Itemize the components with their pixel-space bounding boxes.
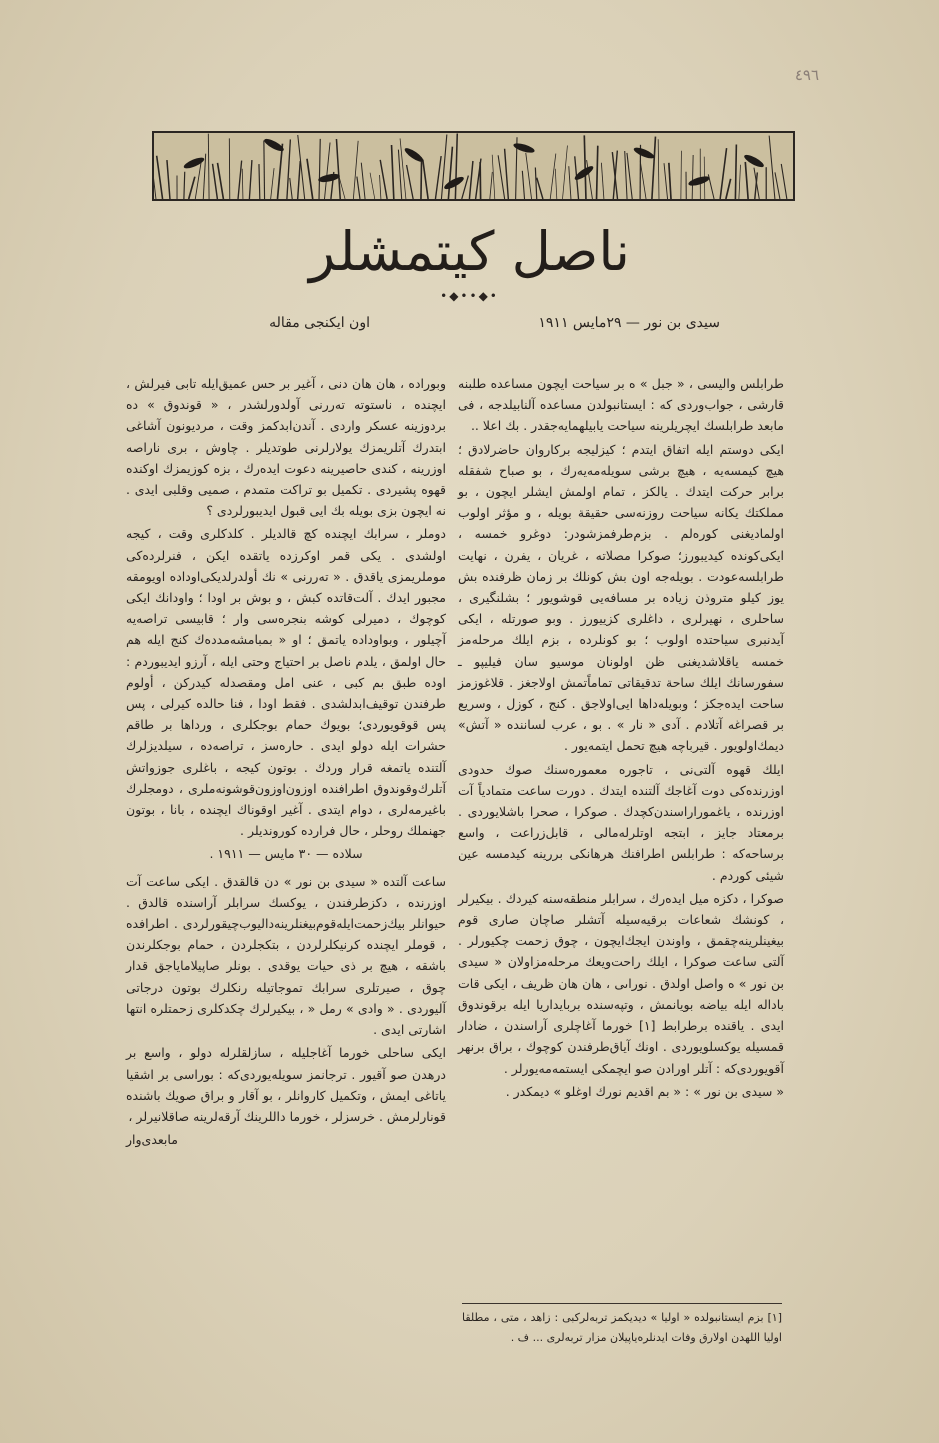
- reed-stroke: [664, 163, 668, 199]
- reed-stroke: [745, 162, 748, 199]
- reed-stroke: [505, 149, 509, 199]
- reed-stroke: [423, 160, 428, 199]
- reed-stroke: [490, 172, 492, 199]
- reed-stroke: [563, 145, 568, 199]
- reed-stroke: [526, 153, 532, 199]
- reed-stroke: [550, 154, 556, 199]
- reed-stroke: [726, 179, 731, 199]
- reed-stroke: [361, 163, 365, 199]
- reed-stroke: [380, 160, 387, 199]
- reed-stroke: [189, 177, 195, 199]
- reed-stroke: [448, 147, 452, 199]
- reed-stroke: [522, 171, 524, 199]
- reed-stroke: [720, 148, 726, 199]
- reed-stroke: [669, 163, 671, 199]
- reed-stroke: [537, 178, 543, 199]
- reed-stroke: [380, 175, 381, 199]
- reed-stroke: [167, 160, 170, 199]
- reed-stroke: [735, 144, 736, 199]
- reed-stroke: [469, 161, 473, 199]
- reed-stroke: [739, 165, 741, 199]
- left-column: [126, 373, 446, 1152]
- paragraph: « سيدى بن نور » : « بم اقديم نورك اوغلو » ديمكدر .: [505, 1083, 784, 1099]
- dateline: سلاده — ٣٠ مايس — ١٩١١ .: [209, 846, 363, 862]
- footnote-divider: [462, 1303, 782, 1304]
- reed-stroke: [370, 173, 375, 199]
- reed-stroke: [307, 159, 313, 199]
- paragraph: ساعت آلتده « سيدى بن نور » دن قالقدق . ايكى ساعت آت اوزرنده ، دكزطرفندن ، يوكسك سرابلر آراسنده قالدق . حيوانلر بيك‌زحمت‌ايله‌قوم‌بيغنلرينه‌داليوب‌چيقورلردى . اطرافده ، قوملر ايچنده كرنيكلرلردن ، بتكجلردن ، حمام بوجكلرندن باشقه ، هيچ بر ذى حيات يوقدى . بونلر صاپيلاماياجق قدار چوق ، صيرتلرى سرابك تموجاتيله رنكلرك بوتون درجاتى آليوردى . « وادى » رمل « ، بيكيرلرك چكدكلرى زحمتلره انتها اشارتى ايدى .: [126, 873, 446, 1038]
- reed-stroke: [271, 168, 274, 199]
- reed-stroke: [259, 164, 260, 199]
- title-ornament: •◆••◆•: [440, 289, 499, 303]
- reed-stroke: [781, 164, 787, 199]
- reed-stroke: [640, 161, 646, 199]
- bird-figure: [318, 172, 341, 183]
- paragraph: ايلك قهوه آلتى‌نى ، تاجوره معموره‌سنك صوك حدودى اوزرنده‌كى دوت آغاجك آلتنده ايتدك . دورت ساعت متمادياً آت اوزرنده ، ياغموراراسندن‌كچدك . صوكرا ، صحرا باشلايوردى . برمعتاد جايز ، ابتجه اوتلرله‌مالى ، قابل‌زراعت ، واسع برساحه‌كه : طرابلس اطرافنك هرهانكى بررينه كيدمسه عين شيئى كوردم .: [458, 761, 784, 883]
- reed-stroke: [601, 163, 604, 199]
- reed-stroke: [353, 141, 358, 199]
- reed-stroke: [184, 172, 185, 199]
- paragraph: وبوراده ، هان هان دنى ، آغير بر حس عميق‌ايله تابى فيرلش ، ايچنده ، ناستوته ته‌ررنى آولدو‌رلشدر ، « قوندوق » ده بردو‌زينه عسكر واردى . آندن‌ابدكمز وقت ، مرديونون آشاغى ابتدرك آتلريمزك يولارلرنى طوتديلر . چاوش ، برى ناراصه اوزرينه ، كندى حاصيرينه دعوت ايده‌رك ، بزه كوزيمزك اوكنده قهوه پشيردى . تكميل بو تراكت متمدم ، صميى وقلبى ايدى . نه ايچون بزى بويله بك ايى قبول ايديبورلردى ؟: [126, 376, 446, 519]
- reed-stroke: [249, 160, 252, 199]
- header-illustration: [152, 131, 795, 201]
- reed-stroke: [441, 135, 446, 199]
- reed-stroke: [398, 150, 401, 199]
- footnote: [١] بزم ايستانبولده « اوليا » ديديكمز تربه‌لركبى : زاهد ، متى ، مطلقا اوليا اللهدن اولارق وفات ايدنلره‌ياپيلان مزار تربه‌لرى ... ف .: [462, 1311, 782, 1344]
- reed-stroke: [692, 155, 693, 199]
- reed-stroke: [535, 167, 536, 199]
- reed-stroke: [154, 153, 156, 199]
- reed-stroke: [769, 136, 775, 199]
- bird-figure: [183, 155, 206, 170]
- reed-stroke: [336, 139, 340, 199]
- bird-figure: [633, 145, 656, 160]
- reed-stroke: [208, 134, 209, 199]
- continued-note: مابعدى‌وار: [126, 1132, 178, 1148]
- reed-stroke: [242, 169, 243, 199]
- reed-stroke: [627, 153, 632, 199]
- reed-stroke: [264, 140, 265, 199]
- reed-stroke: [455, 133, 457, 199]
- bird-figure: [512, 141, 535, 154]
- byline: سيدى بن نور — ٢٩مايس ١٩١١: [538, 315, 720, 331]
- reed-stroke: [555, 169, 557, 199]
- article-title: ناصل كيتمشلر: [309, 220, 630, 283]
- reed-stroke: [319, 139, 320, 199]
- reed-stroke: [407, 165, 414, 199]
- paragraph: طرابلس واليسى ، « جبل » ه بر سياحت ايچون مساعده طلبنه قارشى ، جواب‌وردى كه : ايستانبولدن مساعده آلنابيلدجه ، فى مابعد طرابلسك ايچريلرينه سياحت يابيلهمايه‌جقدر . بك اعلا ..: [458, 376, 784, 434]
- reed-stroke: [569, 166, 571, 199]
- article-number: اون ايكنجى مقاله: [269, 315, 370, 331]
- reed-stroke: [290, 178, 292, 199]
- paragraph: صوكرا ، دكزه ميل ايده‌رك ، سرابلر منطقه‌سنه كيردك . بيكيرلر ، كونشك شعاعات برقيه‌سيله آتشلر صاچان صارى قوم بيغينلرينه‌چقمق ، واوندن ايجك‌ايچون ، چوق زحمت چكيورلر . آلتى ساعت صوكرا ، ايلك راحت‌ويعك مرحله‌مزاولان « سيدى بن نور » ه واصل اولدق . نوراىى ، هان هان ظريف ، ايكى قات باداله ايله بياضه بويانمش ، وتپه‌سنده بربايداريا ايله برقوندوق ايدى . ياقنده برطرابط [١] خورما آغاچلرى آراسندن ، ضادار قمسيله يوكسلويوردى . اونك آياق‌طرفندن كوچوك ، براق برنهر آقويوردى‌كه : آتلر اورادن صو ايچمكى ايستمه‌مه‌يورلر .: [458, 890, 784, 1076]
- page-number: ٤٩٦: [794, 66, 819, 84]
- reed-stroke: [357, 177, 360, 199]
- bird-figure: [687, 174, 710, 187]
- reed-stroke: [587, 160, 593, 199]
- paragraph: ايكى دوستم ايله اتفاق ايتدم ؛ كيزليجه بركاروان حاضرلادق ؛ هيچ كيمسه‌يه ، هيچ برشى سويله‌مه‌يه‌رك ، بو صباح شفقله برابر حركت ايتدك . يالكز ، تمام اولمش ايشلر ايچون ، بو مملكتك يكانه سياحت روزنه‌سى حقيقة بويله ، و مؤثر اولوب اولماديغنى كوره‌لم . بزم‌طرفمزشودر: دوغرو خمسه ، ايكى‌كونده كيديبورز؛ صوكرا مصلاته ، غريان ، يفرن ، نهايت طرابلسه‌عودت . بويله‌جه اون بش كونلك بر زمان ظرفنده بش يوز كيلو متروذن زياده بر مسافه‌يى قوشويور ؛ بشلنگيرى ، ساحلرى ، نهيرلرى ، داغلرى كزييورز . وبو صورتله ، ايكى آيدنبرى سياحتده اولوب ؛ بو كونلرده ، بزم ايلك مرحله‌مز خمسه ياقلاشديغنى ظن اولونان موسيو سان فيليپو ـ سفورسانك ايلك ساحة تدقيقاتى تماماًتمش اولاجغز . قلاغوزمز ساحت ايده‌جكز ؛ وبويله‌داها ايى‌اولاجق . كنج ، كوزل ، وسريع بر قصراغه آتلادم . آدى « نار » . بو ، عرب لساننده « آتش» ديمك‌اولويور . قيرباچه هيچ تحمل ايتمه‌يور .: [458, 441, 784, 754]
- bird-figure: [403, 146, 425, 164]
- reed-stroke: [157, 156, 163, 199]
- paragraph: دوملر ، سرابك ايچنده كچ قالديلر . كلدكلرى وقت ، كيجه اولشدى . يكى قمر اوكرزده ياتقده ايكن ، فنرلرده‌كى موملريمزى ياقدق . « ته‌ررنى » نك أولدرلديكى‌اوداده اويومقه مجبور ايدك . آلت‌قاتده كبش ، و بوش بر اودا ؛ واودانك ايكى كوچوك ، دميرلى كوشه بنجره‌سى وار ؛ قابيسى تراصه‌يه آچيلور ، وبواوداده ياتمق ؛ او « بمبامشه‌مدده‌ك كنج ايله هم حال اولمق ، يلدم ناصل بر احتياج وحتى ايله ، آرزو ايديبوردم : اوده طبق بم كبى ، عنى امل ومقصدله كيدركن ، أولوم طرفندن توقيف‌ابدلشدى . فقط اودا ، فنا حالده كيرلى ، پس پس قوقويوردى؛ بويوك حمام بوجكلرى ، ورداها بر طاقم حشرات ايله دولو ايدى . حاره‌سز ، تراصه‌ده ، سيلديزلرك آلتنده ياتمغه قرار وردك . بوتون كيجه ، باغلرى جوزواتش آتلرك‌وقوندوق اطرافنده اوزون‌اوزون‌قوشونه‌ملرى ، دومجلرك باغيرمه‌لرى ، دوام ايتدى . آغير اوقوناك ايچنده ، بانا ، بوتون جهنملك روحلر ، حال فرارده كورونديلر .: [126, 526, 446, 839]
- reed-stroke: [238, 161, 242, 199]
- reed-stroke: [218, 163, 224, 199]
- reed-stroke: [392, 145, 394, 199]
- reed-stroke: [597, 146, 598, 199]
- reed-stroke: [421, 162, 422, 199]
- paragraph: ايكى ساحلى خورما آغاجليله ، سازلقلرله دولو ، واسع بر درهدن صو آقيور . ترجانمز سويله‌يوردى‌كه : بوراسى بر اشقيا ياتاغى ايمش ، وتكميل كاروانلر ، بو آقار و براق صويك باشنده قونارلرمش . خرسزلر ، خورما داللرينك آرقه‌لرينه صاقلانيرلر ،: [126, 1045, 446, 1124]
- reed-stroke: [681, 151, 682, 199]
- reed-stroke: [625, 151, 627, 199]
- reed-stroke: [775, 172, 780, 199]
- right-column: [458, 373, 784, 1104]
- bird-figure: [443, 175, 466, 192]
- reed-stroke: [213, 164, 218, 199]
- reed-stroke: [298, 161, 301, 199]
- reed-stroke: [325, 143, 331, 199]
- reed-stroke: [658, 139, 659, 199]
- reed-stroke: [652, 137, 656, 199]
- reeds-birds-engraving: [154, 133, 793, 199]
- reed-stroke: [435, 156, 441, 199]
- reed-stroke: [287, 139, 290, 199]
- reed-stroke: [277, 144, 282, 199]
- reed-stroke: [584, 135, 586, 199]
- reed-stroke: [492, 155, 495, 199]
- reed-stroke: [498, 155, 505, 199]
